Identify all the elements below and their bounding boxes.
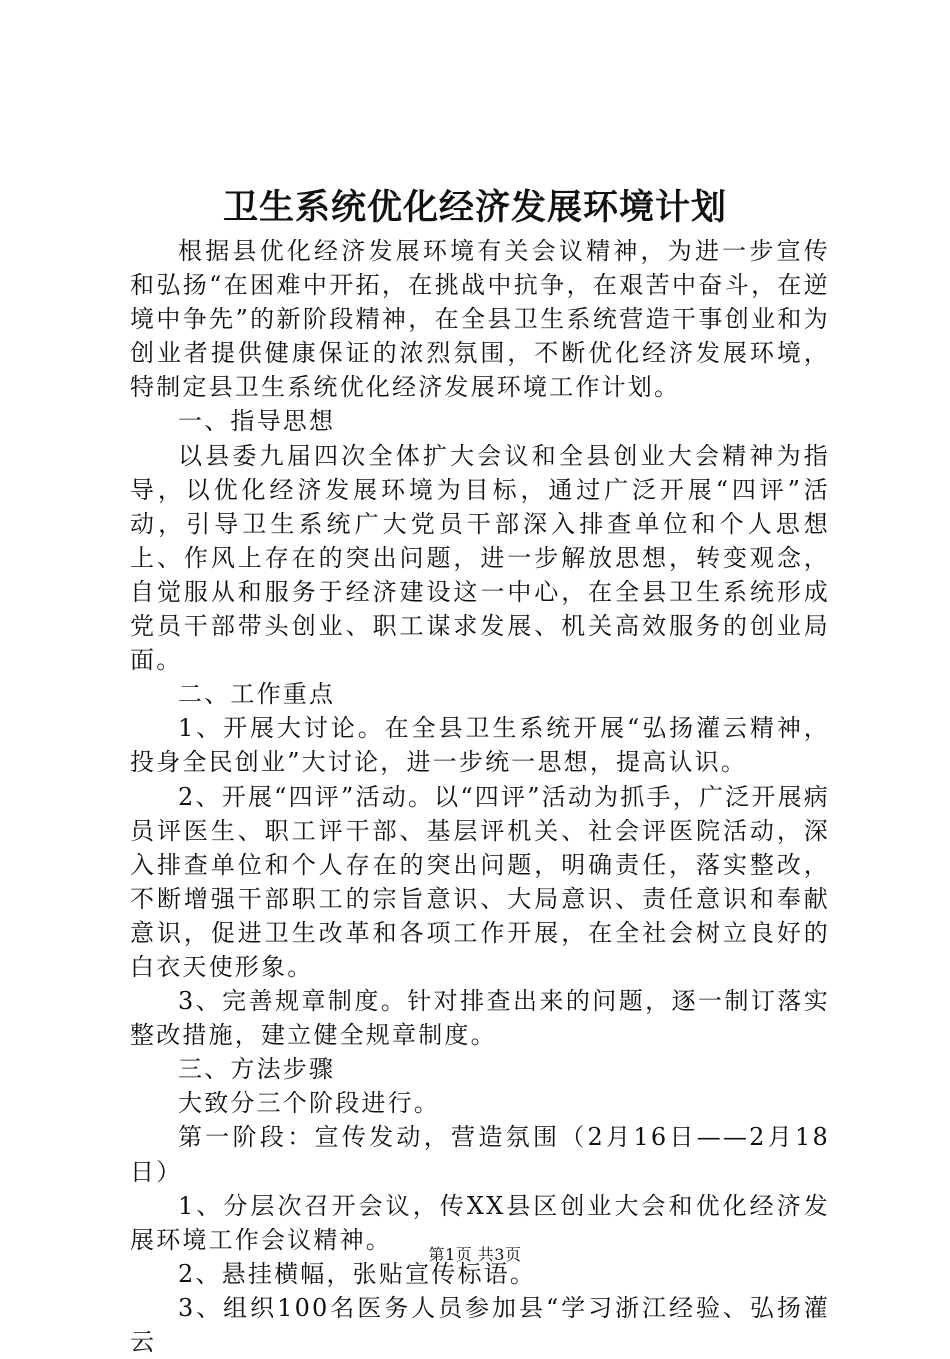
- document-body: [130, 234, 830, 1359]
- stage-one-item-3: 3、组织100名医务人员参加县“学习浙江经验、弘扬灌云: [130, 1293, 830, 1356]
- stage-one-item-2: 2、悬挂横幅，张贴宣传标语。: [178, 1259, 537, 1288]
- key-work-item-1: 1、开展大讨论。在全县卫生系统开展“弘扬灌云精神，投身全民创业”大讨论，进一步统一思想，提高认识。: [130, 714, 830, 777]
- stages-intro: 大致分三个阶段进行。: [178, 1089, 440, 1118]
- section-heading-method-steps: 三、方法步骤: [178, 1055, 336, 1084]
- intro-paragraph: 根据县优化经济发展环境有关会议精神，为进一步宣传和弘扬“在困难中开拓，在挑战中抗争，在艰苦中奋斗，在逆境中争先”的新阶段精神，在全县卫生系统营造干事创业和为创业者提供健康保证的浓烈氛围，不断优化经济发展环境，特制定县卫生系统优化经济发展环境工作计划。: [130, 237, 830, 402]
- section-heading-guiding-thought: 一、指导思想: [178, 407, 336, 436]
- page-footer: 第1页 共3页: [428, 1245, 522, 1264]
- stage-one-heading: 第一阶段：宣传发动，营造氛围（2月16日——2月18日）: [130, 1123, 830, 1186]
- section-heading-key-work: 二、工作重点: [178, 680, 336, 709]
- document-title: 卫生系统优化经济发展环境计划: [222, 188, 727, 228]
- stage-one-item-1: 1、分层次召开会议，传XX县区创业大会和优化经济发展环境工作会议精神。: [130, 1191, 830, 1254]
- guiding-thought-paragraph: 以县委九届四次全体扩大会议和全县创业大会精神为指导，以优化经济发展环境为目标，通过广泛开展“四评”活动，引导卫生系统广大党员干部深入排查单位和个人思想上、作风上存在的突出问题，进一步解放思想，转变观念，自觉服从和服务于经济建设这一中心，在全县卫生系统形成党员干部带头创业、职工谋求发展、机关高效服务的创业局面。: [130, 441, 830, 675]
- key-work-item-3: 3、完善规章制度。针对排查出来的问题，逐一制订落实整改措施，建立健全规章制度。: [130, 987, 830, 1050]
- key-work-item-2: 2、开展“四评”活动。以“四评”活动为抓手，广泛开展病员评医生、职工评干部、基层评机关、社会评医院活动，深入排查单位和个人存在的突出问题，明确责任，落实整改，不断增强干部职工的宗旨意识、大局意识、责任意识和奉献意识，促进卫生改革和各项工作开展，在全社会树立良好的白衣天使形象。: [130, 782, 830, 981]
